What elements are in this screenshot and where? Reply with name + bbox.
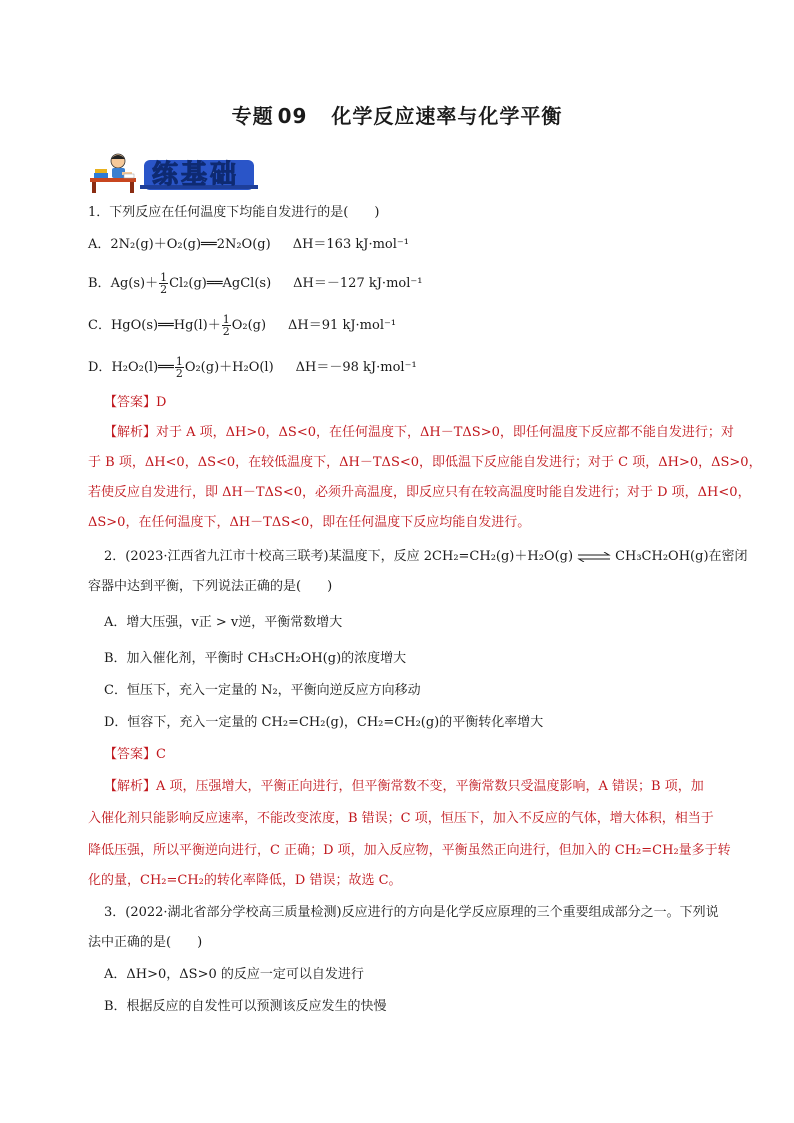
q3-option-b: B．根据反应的自发性可以预测该反应发生的快慢	[104, 999, 387, 1014]
q1-answer: 【答案】D	[104, 395, 167, 410]
q2-option-a: A．增大压强，v正 > v逆，平衡常数增大	[104, 615, 343, 630]
q1-option-c: C．HgO(s)══Hg(l)＋ $\frac{1}{2}$ O₂(g) ΔH＝91 kJ·mol⁻¹	[88, 313, 397, 338]
title-number: 09	[277, 104, 308, 128]
q2-option-d: D．恒容下，充入一定量的 CH₂=CH₂(g)，CH₂=CH₂(g)的平衡转化率增大	[104, 715, 544, 730]
q2-analysis-line: 【解析】A 项，压强增大，平衡正向进行，但平衡常数不变，平衡常数只受温度影响，A 错误；B 项，加	[104, 779, 704, 794]
equilibrium-arrow-icon	[577, 552, 611, 562]
practice-banner	[88, 152, 258, 194]
fraction: $\frac{1}{2}$	[222, 313, 230, 338]
fraction: $\frac{1}{2}$	[175, 355, 183, 380]
q1-option-d: D．H₂O₂(l)══ $\frac{1}{2}$ O₂(g)＋H₂O(l) ΔH＝－98 kJ·mol⁻¹	[88, 355, 417, 380]
q2-analysis-line: 降低压强，所以平衡逆向进行，C 正确；D 项，加入反应物，平衡虽然正向进行，但加入的 CH₂=CH₂量多于转	[88, 843, 731, 858]
q3-stem-line2: 法中正确的是( )	[88, 935, 203, 950]
page-title	[0, 100, 794, 129]
q2-answer: 【答案】C	[104, 747, 166, 762]
title-main: 化学反应速率与化学平衡	[331, 104, 563, 128]
title-prefix: 专题	[231, 104, 274, 128]
q3-option-a: A．ΔH>0，ΔS>0 的反应一定可以自发进行	[104, 967, 364, 982]
q1-analysis-line: ΔS>0，在任何温度下，ΔH－TΔS<0，即在任何温度下反应均能自发进行。	[88, 515, 531, 530]
q2-option-b: B．加入催化剂，平衡时 CH₃CH₂OH(g)的浓度增大	[104, 651, 407, 666]
fraction: $\frac{1}{2}$	[160, 271, 168, 296]
q1-option-b: B．Ag(s)＋ $\frac{1}{2}$ Cl₂(g)══AgCl(s) ΔH＝－127 kJ·mol⁻¹	[88, 271, 423, 296]
banner-text: 练基础	[152, 160, 240, 190]
q1-stem: 1．下列反应在任何温度下均能自发进行的是( )	[88, 205, 380, 220]
q2-analysis-line: 化的量，CH₂=CH₂的转化率降低，D 错误；故选 C。	[88, 873, 402, 888]
q2-stem-line1: 2．(2023·江西省九江市十校高三联考)某温度下，反应 2CH₂=CH₂(g)＋H₂O(g) CH₃CH₂OH(g)在密闭	[104, 549, 748, 564]
q1-option-a: A．2N₂(g)＋O₂(g)══2N₂O(g) ΔH＝163 kJ·mol⁻¹	[88, 237, 409, 252]
q1-analysis-line: 【解析】对于 A 项，ΔH>0，ΔS<0，在任何温度下，ΔH－TΔS>0，即任何温度下反应都不能自发进行；对	[104, 425, 734, 440]
q1-analysis-line: 若使反应自发进行，即 ΔH－TΔS<0，必须升高温度，即反应只有在较高温度时能自发进行；对于 D 项，ΔH<0，	[88, 485, 751, 500]
q2-analysis-line: 入催化剂只能影响反应速率，不能改变浓度，B 错误；C 项，恒压下，加入不反应的气体，增大体积，相当于	[88, 811, 714, 826]
q3-stem-line1: 3．(2022·湖北省部分学校高三质量检测)反应进行的方向是化学反应原理的三个重要组成部分之一。下列说	[104, 905, 719, 920]
q1-analysis-line: 于 B 项，ΔH<0，ΔS<0，在较低温度下，ΔH－TΔS<0，即低温下反应能自发进行；对于 C 项，ΔH>0，ΔS>0，	[88, 455, 762, 470]
q2-stem-line2: 容器中达到平衡，下列说法正确的是( )	[88, 579, 333, 594]
q2-option-c: C．恒压下，充入一定量的 N₂，平衡向逆反应方向移动	[104, 683, 421, 698]
